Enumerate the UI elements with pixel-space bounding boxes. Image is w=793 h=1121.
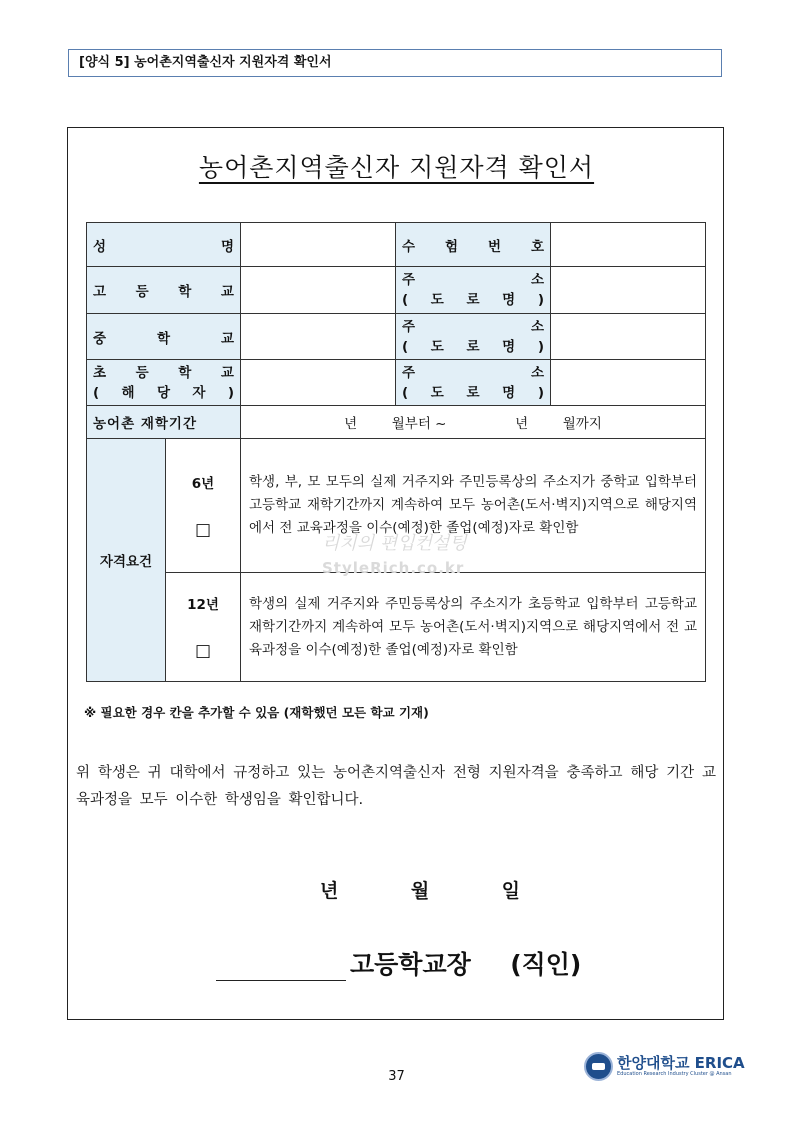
option-6-checkbox[interactable]: □ [194,519,212,540]
option-6-description: 학생, 부, 모 모두의 실제 거주지와 주민등록상의 주소지가 중학교 입학부터 고등학교 재학기간까지 계속하여 모두 농어촌(도서·벽지)지역으로 해당지역에서 전 교육과정을 이수(예정)한 졸업(예정)자로 확인함 [241,439,706,573]
elementary-address-field[interactable] [551,360,706,406]
option-12-years [166,573,241,682]
date-line [320,876,520,903]
university-logo [584,1052,745,1081]
date-month: 월 [410,880,430,902]
option-12-description: 학생의 실제 거주지와 주민등록상의 주소지가 초등학교 입학부터 고등학교 재학기간까지 계속하여 모두 농어촌(도서·벽지)지역으로 해당지역에서 전 교육과정을 이수(예정)한 졸업(예정)자로 확인함 [241,573,706,682]
high-school-address-label: 주 소 ( 도 로 명 ) [396,267,551,314]
option-6-years-label: 6년 [191,475,215,492]
signature-title: 고등학교장 [350,950,471,979]
applicant-info-table [86,222,706,682]
seal-label: (직인) [510,950,582,979]
option-12-years-label: 12년 [187,597,219,613]
signature-line[interactable] [216,954,346,981]
period-label: 농어촌 재학기간 [87,406,241,439]
middle-school-field[interactable] [241,314,396,360]
name-label-text: 성 명 [93,238,234,255]
study-period-field[interactable] [241,406,706,439]
elementary-address-label: 주 소 ( 도 로 명 ) [396,360,551,406]
exam-number-label: 수 험 번 호 [396,223,551,267]
name-label [87,223,241,267]
watermark-text: 리치의 편입컨설팅 [322,533,467,554]
name-field[interactable] [241,223,396,267]
option-12-checkbox[interactable]: □ [194,641,212,661]
middle-school-address-field[interactable] [551,314,706,360]
document-title: 농어촌지역출신자 지원자격 확인서 [198,153,595,182]
high-school-field[interactable] [241,267,396,314]
middle-school-address-label: 주 소 ( 도 로 명 ) [396,314,551,360]
page-number: 37 [388,1069,405,1084]
confirmation-statement: 위 학생은 귀 대학에서 규정하고 있는 농어촌지역출신자 전형 지원자격을 충족하고 해당 기간 교육과정을 모두 이수한 학생임을 확인합니다. [76,765,716,808]
table-note: ※ 필요한 경우 칸을 추가할 수 있음 (재학했던 모든 학교 기재) [84,705,429,720]
period-to: 월까지 [562,416,602,432]
date-year: 년 [320,880,339,902]
option-6-years [166,439,241,573]
logo-tagline: Education Research Industry Cluster @ Ansan [617,1071,732,1077]
period-year-start: 년 [344,416,358,432]
elementary-school-label: 초 등 학 교 ( 해 당 자 ) [87,360,241,406]
high-school-address-field[interactable] [551,267,706,314]
university-emblem-icon [584,1052,613,1081]
form-number-tag: [양식 5] 농어촌지역출신자 지원자격 확인서 [68,49,722,77]
high-school-label: 고 등 학 교 [87,267,241,314]
exam-number-field[interactable] [551,223,706,267]
qualification-label: 자격요건 [87,439,166,682]
signature-block [216,945,581,981]
watermark-url: StyleRich.co.kr [322,559,465,577]
elementary-school-field[interactable] [241,360,396,406]
period-from: 월부터 ~ [391,416,447,432]
logo-name: 한양대학교 ERICA [617,1054,745,1072]
date-day: 일 [501,880,520,902]
middle-school-label: 중 학 교 [87,314,241,360]
period-year-end: 년 [515,416,529,432]
